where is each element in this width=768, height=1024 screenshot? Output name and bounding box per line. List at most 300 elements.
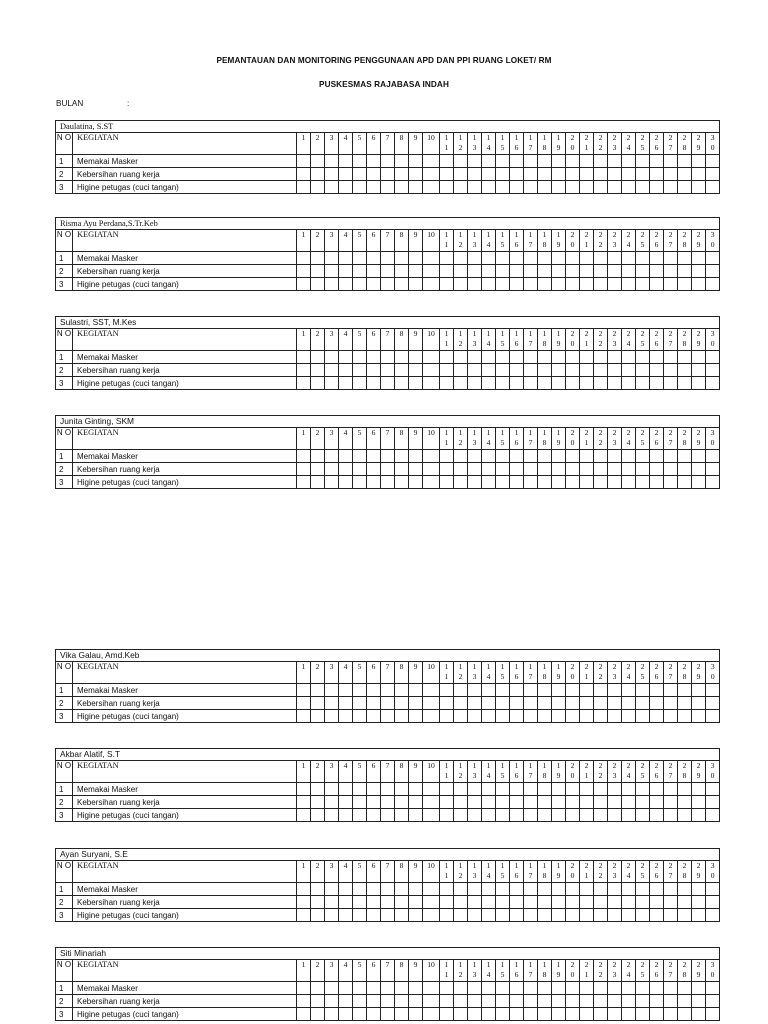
day-check-cell[interactable]: [468, 278, 482, 291]
day-check-cell[interactable]: [468, 995, 482, 1008]
day-check-cell[interactable]: [468, 1008, 482, 1021]
day-check-cell[interactable]: [325, 982, 339, 995]
day-check-cell[interactable]: [706, 278, 720, 291]
day-check-cell[interactable]: [706, 252, 720, 265]
day-check-cell[interactable]: [454, 697, 468, 710]
day-check-cell[interactable]: [594, 168, 608, 181]
day-check-cell[interactable]: [454, 181, 468, 194]
day-check-cell[interactable]: [482, 883, 496, 896]
day-check-cell[interactable]: [664, 377, 678, 390]
day-check-cell[interactable]: [650, 252, 664, 265]
day-check-cell[interactable]: [608, 168, 622, 181]
day-check-cell[interactable]: [566, 364, 580, 377]
day-check-cell[interactable]: [409, 883, 423, 896]
day-check-cell[interactable]: [325, 883, 339, 896]
day-check-cell[interactable]: [367, 783, 381, 796]
day-check-cell[interactable]: [594, 684, 608, 697]
day-check-cell[interactable]: [566, 450, 580, 463]
day-check-cell[interactable]: [367, 883, 381, 896]
day-check-cell[interactable]: [650, 896, 664, 909]
day-check-cell[interactable]: [440, 377, 454, 390]
day-check-cell[interactable]: [510, 796, 524, 809]
day-check-cell[interactable]: [381, 278, 395, 291]
day-check-cell[interactable]: [650, 995, 664, 1008]
day-check-cell[interactable]: [409, 783, 423, 796]
day-check-cell[interactable]: [552, 796, 566, 809]
day-check-cell[interactable]: [650, 265, 664, 278]
day-check-cell[interactable]: [678, 476, 692, 489]
day-check-cell[interactable]: [339, 697, 353, 710]
day-check-cell[interactable]: [353, 710, 367, 723]
day-check-cell[interactable]: [622, 710, 636, 723]
day-check-cell[interactable]: [395, 181, 409, 194]
day-check-cell[interactable]: [510, 809, 524, 822]
day-check-cell[interactable]: [409, 278, 423, 291]
day-check-cell[interactable]: [622, 909, 636, 922]
day-check-cell[interactable]: [650, 168, 664, 181]
day-check-cell[interactable]: [440, 450, 454, 463]
day-check-cell[interactable]: [395, 896, 409, 909]
day-check-cell[interactable]: [297, 265, 311, 278]
day-check-cell[interactable]: [367, 697, 381, 710]
day-check-cell[interactable]: [552, 1008, 566, 1021]
day-check-cell[interactable]: [650, 377, 664, 390]
day-check-cell[interactable]: [367, 796, 381, 809]
day-check-cell[interactable]: [409, 351, 423, 364]
day-check-cell[interactable]: [496, 697, 510, 710]
day-check-cell[interactable]: [367, 450, 381, 463]
day-check-cell[interactable]: [538, 476, 552, 489]
day-check-cell[interactable]: [552, 909, 566, 922]
day-check-cell[interactable]: [325, 476, 339, 489]
day-check-cell[interactable]: [381, 364, 395, 377]
day-check-cell[interactable]: [706, 809, 720, 822]
day-check-cell[interactable]: [409, 995, 423, 1008]
day-check-cell[interactable]: [423, 982, 440, 995]
day-check-cell[interactable]: [706, 450, 720, 463]
day-check-cell[interactable]: [454, 252, 468, 265]
day-check-cell[interactable]: [353, 883, 367, 896]
day-check-cell[interactable]: [311, 783, 325, 796]
day-check-cell[interactable]: [297, 463, 311, 476]
day-check-cell[interactable]: [423, 783, 440, 796]
day-check-cell[interactable]: [353, 181, 367, 194]
day-check-cell[interactable]: [395, 265, 409, 278]
day-check-cell[interactable]: [678, 982, 692, 995]
day-check-cell[interactable]: [622, 463, 636, 476]
day-check-cell[interactable]: [608, 252, 622, 265]
day-check-cell[interactable]: [311, 450, 325, 463]
day-check-cell[interactable]: [496, 896, 510, 909]
day-check-cell[interactable]: [409, 796, 423, 809]
day-check-cell[interactable]: [566, 377, 580, 390]
day-check-cell[interactable]: [692, 252, 706, 265]
day-check-cell[interactable]: [454, 450, 468, 463]
day-check-cell[interactable]: [297, 796, 311, 809]
day-check-cell[interactable]: [692, 155, 706, 168]
day-check-cell[interactable]: [552, 710, 566, 723]
day-check-cell[interactable]: [440, 896, 454, 909]
day-check-cell[interactable]: [706, 377, 720, 390]
day-check-cell[interactable]: [311, 809, 325, 822]
day-check-cell[interactable]: [325, 364, 339, 377]
day-check-cell[interactable]: [552, 896, 566, 909]
day-check-cell[interactable]: [678, 896, 692, 909]
day-check-cell[interactable]: [297, 809, 311, 822]
day-check-cell[interactable]: [692, 377, 706, 390]
day-check-cell[interactable]: [381, 377, 395, 390]
day-check-cell[interactable]: [381, 351, 395, 364]
day-check-cell[interactable]: [311, 181, 325, 194]
day-check-cell[interactable]: [297, 783, 311, 796]
day-check-cell[interactable]: [510, 155, 524, 168]
day-check-cell[interactable]: [608, 476, 622, 489]
day-check-cell[interactable]: [440, 168, 454, 181]
day-check-cell[interactable]: [496, 155, 510, 168]
day-check-cell[interactable]: [594, 896, 608, 909]
day-check-cell[interactable]: [454, 896, 468, 909]
day-check-cell[interactable]: [482, 809, 496, 822]
day-check-cell[interactable]: [381, 168, 395, 181]
day-check-cell[interactable]: [367, 982, 381, 995]
day-check-cell[interactable]: [339, 450, 353, 463]
day-check-cell[interactable]: [636, 252, 650, 265]
day-check-cell[interactable]: [636, 783, 650, 796]
day-check-cell[interactable]: [339, 265, 353, 278]
day-check-cell[interactable]: [440, 909, 454, 922]
day-check-cell[interactable]: [381, 995, 395, 1008]
day-check-cell[interactable]: [622, 155, 636, 168]
day-check-cell[interactable]: [608, 364, 622, 377]
day-check-cell[interactable]: [580, 265, 594, 278]
day-check-cell[interactable]: [566, 796, 580, 809]
day-check-cell[interactable]: [538, 883, 552, 896]
day-check-cell[interactable]: [325, 181, 339, 194]
day-check-cell[interactable]: [524, 1008, 538, 1021]
day-check-cell[interactable]: [423, 377, 440, 390]
day-check-cell[interactable]: [706, 982, 720, 995]
day-check-cell[interactable]: [622, 450, 636, 463]
day-check-cell[interactable]: [608, 463, 622, 476]
day-check-cell[interactable]: [325, 278, 339, 291]
day-check-cell[interactable]: [311, 252, 325, 265]
day-check-cell[interactable]: [381, 1008, 395, 1021]
day-check-cell[interactable]: [524, 252, 538, 265]
day-check-cell[interactable]: [552, 684, 566, 697]
day-check-cell[interactable]: [692, 783, 706, 796]
day-check-cell[interactable]: [454, 351, 468, 364]
day-check-cell[interactable]: [468, 252, 482, 265]
day-check-cell[interactable]: [482, 982, 496, 995]
day-check-cell[interactable]: [636, 364, 650, 377]
day-check-cell[interactable]: [409, 476, 423, 489]
day-check-cell[interactable]: [538, 809, 552, 822]
day-check-cell[interactable]: [524, 278, 538, 291]
day-check-cell[interactable]: [440, 697, 454, 710]
day-check-cell[interactable]: [325, 377, 339, 390]
day-check-cell[interactable]: [566, 351, 580, 364]
day-check-cell[interactable]: [297, 476, 311, 489]
day-check-cell[interactable]: [566, 181, 580, 194]
day-check-cell[interactable]: [423, 697, 440, 710]
day-check-cell[interactable]: [395, 463, 409, 476]
day-check-cell[interactable]: [395, 252, 409, 265]
day-check-cell[interactable]: [409, 252, 423, 265]
day-check-cell[interactable]: [510, 181, 524, 194]
day-check-cell[interactable]: [409, 909, 423, 922]
day-check-cell[interactable]: [608, 697, 622, 710]
day-check-cell[interactable]: [395, 883, 409, 896]
day-check-cell[interactable]: [325, 463, 339, 476]
day-check-cell[interactable]: [664, 364, 678, 377]
day-check-cell[interactable]: [552, 450, 566, 463]
day-check-cell[interactable]: [454, 1008, 468, 1021]
day-check-cell[interactable]: [594, 278, 608, 291]
day-check-cell[interactable]: [664, 697, 678, 710]
day-check-cell[interactable]: [510, 1008, 524, 1021]
day-check-cell[interactable]: [538, 1008, 552, 1021]
day-check-cell[interactable]: [311, 476, 325, 489]
day-check-cell[interactable]: [367, 909, 381, 922]
day-check-cell[interactable]: [367, 463, 381, 476]
day-check-cell[interactable]: [482, 278, 496, 291]
day-check-cell[interactable]: [594, 463, 608, 476]
day-check-cell[interactable]: [636, 809, 650, 822]
day-check-cell[interactable]: [510, 909, 524, 922]
day-check-cell[interactable]: [409, 896, 423, 909]
day-check-cell[interactable]: [496, 995, 510, 1008]
day-check-cell[interactable]: [538, 896, 552, 909]
day-check-cell[interactable]: [381, 155, 395, 168]
day-check-cell[interactable]: [524, 783, 538, 796]
day-check-cell[interactable]: [454, 710, 468, 723]
day-check-cell[interactable]: [524, 809, 538, 822]
day-check-cell[interactable]: [538, 351, 552, 364]
day-check-cell[interactable]: [622, 351, 636, 364]
day-check-cell[interactable]: [636, 697, 650, 710]
day-check-cell[interactable]: [353, 155, 367, 168]
day-check-cell[interactable]: [297, 278, 311, 291]
day-check-cell[interactable]: [468, 909, 482, 922]
day-check-cell[interactable]: [496, 265, 510, 278]
day-check-cell[interactable]: [706, 463, 720, 476]
day-check-cell[interactable]: [678, 909, 692, 922]
day-check-cell[interactable]: [353, 476, 367, 489]
day-check-cell[interactable]: [395, 796, 409, 809]
day-check-cell[interactable]: [311, 155, 325, 168]
day-check-cell[interactable]: [367, 265, 381, 278]
day-check-cell[interactable]: [594, 697, 608, 710]
day-check-cell[interactable]: [510, 168, 524, 181]
day-check-cell[interactable]: [510, 278, 524, 291]
day-check-cell[interactable]: [678, 463, 692, 476]
day-check-cell[interactable]: [706, 783, 720, 796]
day-check-cell[interactable]: [325, 697, 339, 710]
day-check-cell[interactable]: [510, 982, 524, 995]
day-check-cell[interactable]: [650, 684, 664, 697]
day-check-cell[interactable]: [454, 476, 468, 489]
day-check-cell[interactable]: [325, 155, 339, 168]
day-check-cell[interactable]: [524, 684, 538, 697]
day-check-cell[interactable]: [297, 252, 311, 265]
day-check-cell[interactable]: [636, 278, 650, 291]
day-check-cell[interactable]: [622, 476, 636, 489]
day-check-cell[interactable]: [594, 710, 608, 723]
day-check-cell[interactable]: [311, 697, 325, 710]
day-check-cell[interactable]: [496, 351, 510, 364]
day-check-cell[interactable]: [580, 995, 594, 1008]
day-check-cell[interactable]: [496, 809, 510, 822]
day-check-cell[interactable]: [650, 364, 664, 377]
day-check-cell[interactable]: [325, 265, 339, 278]
day-check-cell[interactable]: [409, 450, 423, 463]
day-check-cell[interactable]: [395, 710, 409, 723]
day-check-cell[interactable]: [636, 463, 650, 476]
day-check-cell[interactable]: [339, 377, 353, 390]
day-check-cell[interactable]: [510, 463, 524, 476]
day-check-cell[interactable]: [395, 278, 409, 291]
day-check-cell[interactable]: [650, 1008, 664, 1021]
day-check-cell[interactable]: [440, 796, 454, 809]
day-check-cell[interactable]: [692, 896, 706, 909]
day-check-cell[interactable]: [566, 809, 580, 822]
day-check-cell[interactable]: [706, 181, 720, 194]
day-check-cell[interactable]: [496, 982, 510, 995]
day-check-cell[interactable]: [353, 982, 367, 995]
day-check-cell[interactable]: [622, 783, 636, 796]
day-check-cell[interactable]: [594, 364, 608, 377]
day-check-cell[interactable]: [678, 168, 692, 181]
day-check-cell[interactable]: [636, 909, 650, 922]
day-check-cell[interactable]: [297, 364, 311, 377]
day-check-cell[interactable]: [608, 796, 622, 809]
day-check-cell[interactable]: [538, 697, 552, 710]
day-check-cell[interactable]: [353, 697, 367, 710]
day-check-cell[interactable]: [524, 710, 538, 723]
day-check-cell[interactable]: [510, 896, 524, 909]
day-check-cell[interactable]: [664, 351, 678, 364]
day-check-cell[interactable]: [381, 476, 395, 489]
day-check-cell[interactable]: [353, 809, 367, 822]
day-check-cell[interactable]: [566, 995, 580, 1008]
day-check-cell[interactable]: [706, 796, 720, 809]
day-check-cell[interactable]: [650, 909, 664, 922]
day-check-cell[interactable]: [367, 278, 381, 291]
day-check-cell[interactable]: [367, 809, 381, 822]
day-check-cell[interactable]: [311, 463, 325, 476]
day-check-cell[interactable]: [353, 1008, 367, 1021]
day-check-cell[interactable]: [423, 450, 440, 463]
day-check-cell[interactable]: [325, 252, 339, 265]
day-check-cell[interactable]: [580, 476, 594, 489]
day-check-cell[interactable]: [339, 809, 353, 822]
day-check-cell[interactable]: [423, 252, 440, 265]
day-check-cell[interactable]: [454, 463, 468, 476]
day-check-cell[interactable]: [454, 377, 468, 390]
day-check-cell[interactable]: [692, 168, 706, 181]
day-check-cell[interactable]: [454, 796, 468, 809]
day-check-cell[interactable]: [468, 796, 482, 809]
day-check-cell[interactable]: [538, 377, 552, 390]
day-check-cell[interactable]: [395, 450, 409, 463]
day-check-cell[interactable]: [622, 883, 636, 896]
day-check-cell[interactable]: [692, 450, 706, 463]
day-check-cell[interactable]: [339, 710, 353, 723]
day-check-cell[interactable]: [594, 265, 608, 278]
day-check-cell[interactable]: [454, 883, 468, 896]
day-check-cell[interactable]: [409, 1008, 423, 1021]
day-check-cell[interactable]: [692, 909, 706, 922]
day-check-cell[interactable]: [650, 181, 664, 194]
day-check-cell[interactable]: [678, 351, 692, 364]
day-check-cell[interactable]: [706, 710, 720, 723]
day-check-cell[interactable]: [482, 181, 496, 194]
day-check-cell[interactable]: [381, 450, 395, 463]
day-check-cell[interactable]: [454, 783, 468, 796]
day-check-cell[interactable]: [594, 476, 608, 489]
day-check-cell[interactable]: [650, 796, 664, 809]
day-check-cell[interactable]: [496, 796, 510, 809]
day-check-cell[interactable]: [409, 697, 423, 710]
day-check-cell[interactable]: [552, 783, 566, 796]
day-check-cell[interactable]: [454, 982, 468, 995]
day-check-cell[interactable]: [636, 377, 650, 390]
day-check-cell[interactable]: [339, 278, 353, 291]
day-check-cell[interactable]: [325, 995, 339, 1008]
day-check-cell[interactable]: [353, 909, 367, 922]
day-check-cell[interactable]: [622, 181, 636, 194]
day-check-cell[interactable]: [566, 278, 580, 291]
day-check-cell[interactable]: [636, 896, 650, 909]
day-check-cell[interactable]: [580, 278, 594, 291]
day-check-cell[interactable]: [580, 168, 594, 181]
day-check-cell[interactable]: [622, 796, 636, 809]
day-check-cell[interactable]: [580, 684, 594, 697]
day-check-cell[interactable]: [423, 995, 440, 1008]
day-check-cell[interactable]: [395, 168, 409, 181]
day-check-cell[interactable]: [395, 783, 409, 796]
day-check-cell[interactable]: [395, 909, 409, 922]
day-check-cell[interactable]: [538, 265, 552, 278]
day-check-cell[interactable]: [440, 463, 454, 476]
day-check-cell[interactable]: [409, 168, 423, 181]
day-check-cell[interactable]: [664, 995, 678, 1008]
day-check-cell[interactable]: [468, 809, 482, 822]
day-check-cell[interactable]: [608, 684, 622, 697]
day-check-cell[interactable]: [381, 982, 395, 995]
day-check-cell[interactable]: [468, 982, 482, 995]
day-check-cell[interactable]: [423, 909, 440, 922]
day-check-cell[interactable]: [664, 982, 678, 995]
day-check-cell[interactable]: [510, 476, 524, 489]
day-check-cell[interactable]: [692, 982, 706, 995]
day-check-cell[interactable]: [706, 697, 720, 710]
day-check-cell[interactable]: [311, 1008, 325, 1021]
day-check-cell[interactable]: [409, 684, 423, 697]
day-check-cell[interactable]: [580, 377, 594, 390]
day-check-cell[interactable]: [538, 909, 552, 922]
day-check-cell[interactable]: [594, 351, 608, 364]
day-check-cell[interactable]: [608, 181, 622, 194]
day-check-cell[interactable]: [566, 265, 580, 278]
day-check-cell[interactable]: [664, 155, 678, 168]
day-check-cell[interactable]: [608, 909, 622, 922]
day-check-cell[interactable]: [339, 364, 353, 377]
day-check-cell[interactable]: [678, 995, 692, 1008]
day-check-cell[interactable]: [524, 896, 538, 909]
day-check-cell[interactable]: [468, 351, 482, 364]
day-check-cell[interactable]: [580, 883, 594, 896]
